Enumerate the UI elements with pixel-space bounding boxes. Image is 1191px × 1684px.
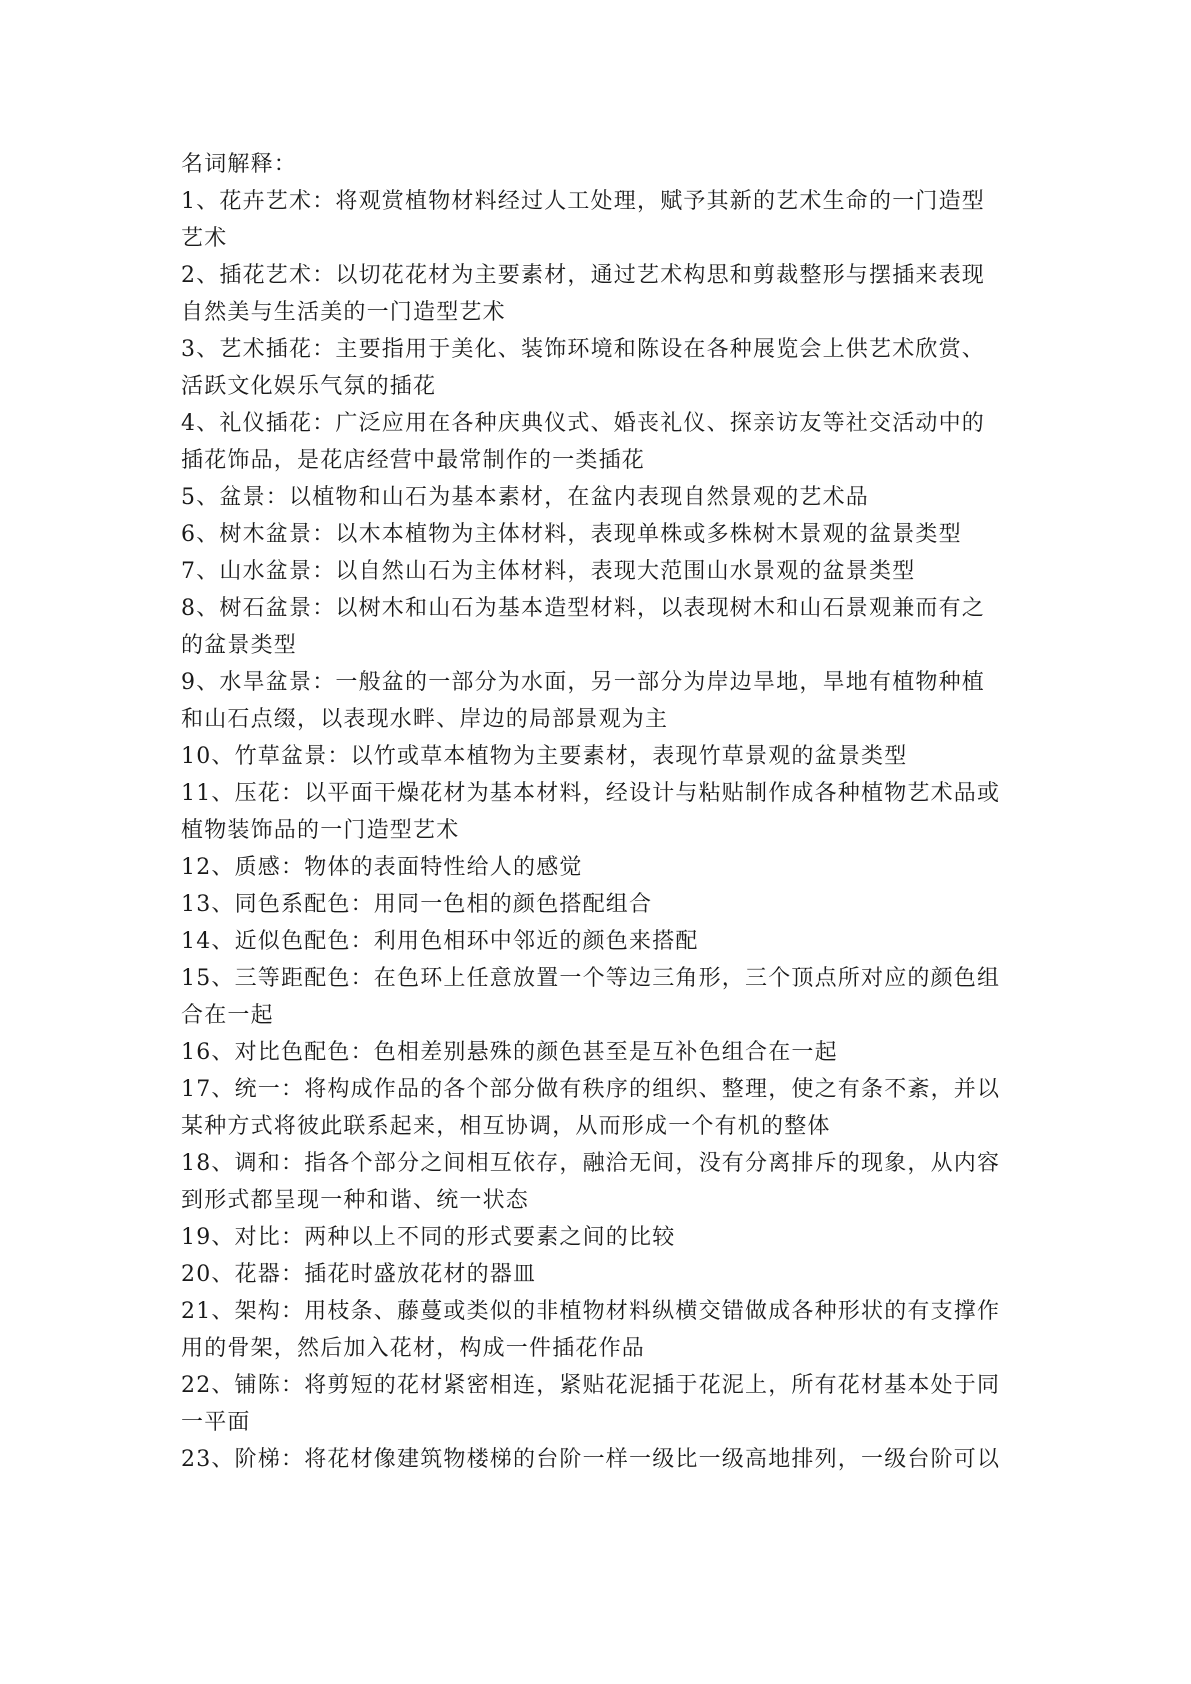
text-line: 21、架构：用枝条、藤蔓或类似的非植物材料纵横交错做成各种形状的有支撑作: [181, 1299, 1001, 1324]
text-line: 17、统一：将构成作品的各个部分做有秩序的组织、整理，使之有条不紊，并以: [181, 1077, 1001, 1102]
text-line: 4、礼仪插花：广泛应用在各种庆典仪式、婚丧礼仪、探亲访友等社交活动中的: [181, 411, 985, 436]
text-line: 6、树木盆景：以木本植物为主体材料，表现单株或多株树木景观的盆景类型: [181, 522, 962, 547]
glossary-text: [181, 146, 1013, 1478]
text-line: 12、质感：物体的表面特性给人的感觉: [181, 855, 583, 880]
text-line: 到形式都呈现一种和谐、统一状态: [181, 1188, 530, 1213]
text-line: 的盆景类型: [181, 633, 298, 658]
text-line: 3、艺术插花：主要指用于美化、装饰环境和陈设在各种展览会上供艺术欣赏、: [181, 337, 985, 362]
text-line: 16、对比色配色：色相差别悬殊的颜色甚至是互补色组合在一起: [181, 1040, 838, 1065]
text-line: 5、盆景：以植物和山石为基本素材，在盆内表现自然景观的艺术品: [181, 485, 869, 510]
text-line: 11、压花：以平面干燥花材为基本材料，经设计与粘贴制作成各种植物艺术品或: [181, 781, 1001, 806]
text-line: 13、同色系配色：用同一色相的颜色搭配组合: [181, 892, 653, 917]
text-line: 植物装饰品的一门造型艺术: [181, 818, 460, 843]
glossary-heading: 名词解释：: [181, 152, 298, 177]
text-line: 7、山水盆景：以自然山石为主体材料，表现大范围山水景观的盆景类型: [181, 559, 916, 584]
text-line: 9、水旱盆景：一般盆的一部分为水面，另一部分为岸边旱地，旱地有植物种植: [181, 670, 985, 695]
text-line: 插花饰品，是花店经营中最常制作的一类插花: [181, 448, 646, 473]
text-line: 某种方式将彼此联系起来，相互协调，从而形成一个有机的整体: [181, 1114, 831, 1139]
text-line: 14、近似色配色：利用色相环中邻近的颜色来搭配: [181, 929, 699, 954]
text-line: 用的骨架，然后加入花材，构成一件插花作品: [181, 1336, 646, 1361]
text-line: 1、花卉艺术：将观赏植物材料经过人工处理，赋予其新的艺术生命的一门造型: [181, 189, 985, 214]
text-line: 8、树石盆景：以树木和山石为基本造型材料，以表现树木和山石景观兼而有之: [181, 596, 985, 621]
text-line: 20、花器：插花时盛放花材的器皿: [181, 1262, 537, 1287]
text-line: 一平面: [181, 1410, 251, 1435]
text-line: 活跃文化娱乐气氛的插花: [181, 374, 437, 399]
text-line: 艺术: [181, 226, 228, 251]
text-line: 自然美与生活美的一门造型艺术: [181, 300, 506, 325]
text-line: 2、插花艺术：以切花花材为主要素材，通过艺术构思和剪裁整形与摆插来表现: [181, 263, 985, 288]
text-line: 23、阶梯：将花材像建筑物楼梯的台阶一样一级比一级高地排列，一级台阶可以: [181, 1447, 1001, 1472]
text-line: 18、调和：指各个部分之间相互依存，融洽无间，没有分离排斥的现象，从内容: [181, 1151, 1001, 1176]
text-line: 22、铺陈：将剪短的花材紧密相连，紧贴花泥插于花泥上，所有花材基本处于同: [181, 1373, 1001, 1398]
text-line: 和山石点缀，以表现水畔、岸边的局部景观为主: [181, 707, 669, 732]
text-line: 10、竹草盆景：以竹或草本植物为主要素材，表现竹草景观的盆景类型: [181, 744, 908, 769]
text-line: 19、对比：两种以上不同的形式要素之间的比较: [181, 1225, 676, 1250]
text-line: 15、三等距配色：在色环上任意放置一个等边三角形，三个顶点所对应的颜色组: [181, 966, 1001, 991]
text-line: 合在一起: [181, 1003, 274, 1028]
